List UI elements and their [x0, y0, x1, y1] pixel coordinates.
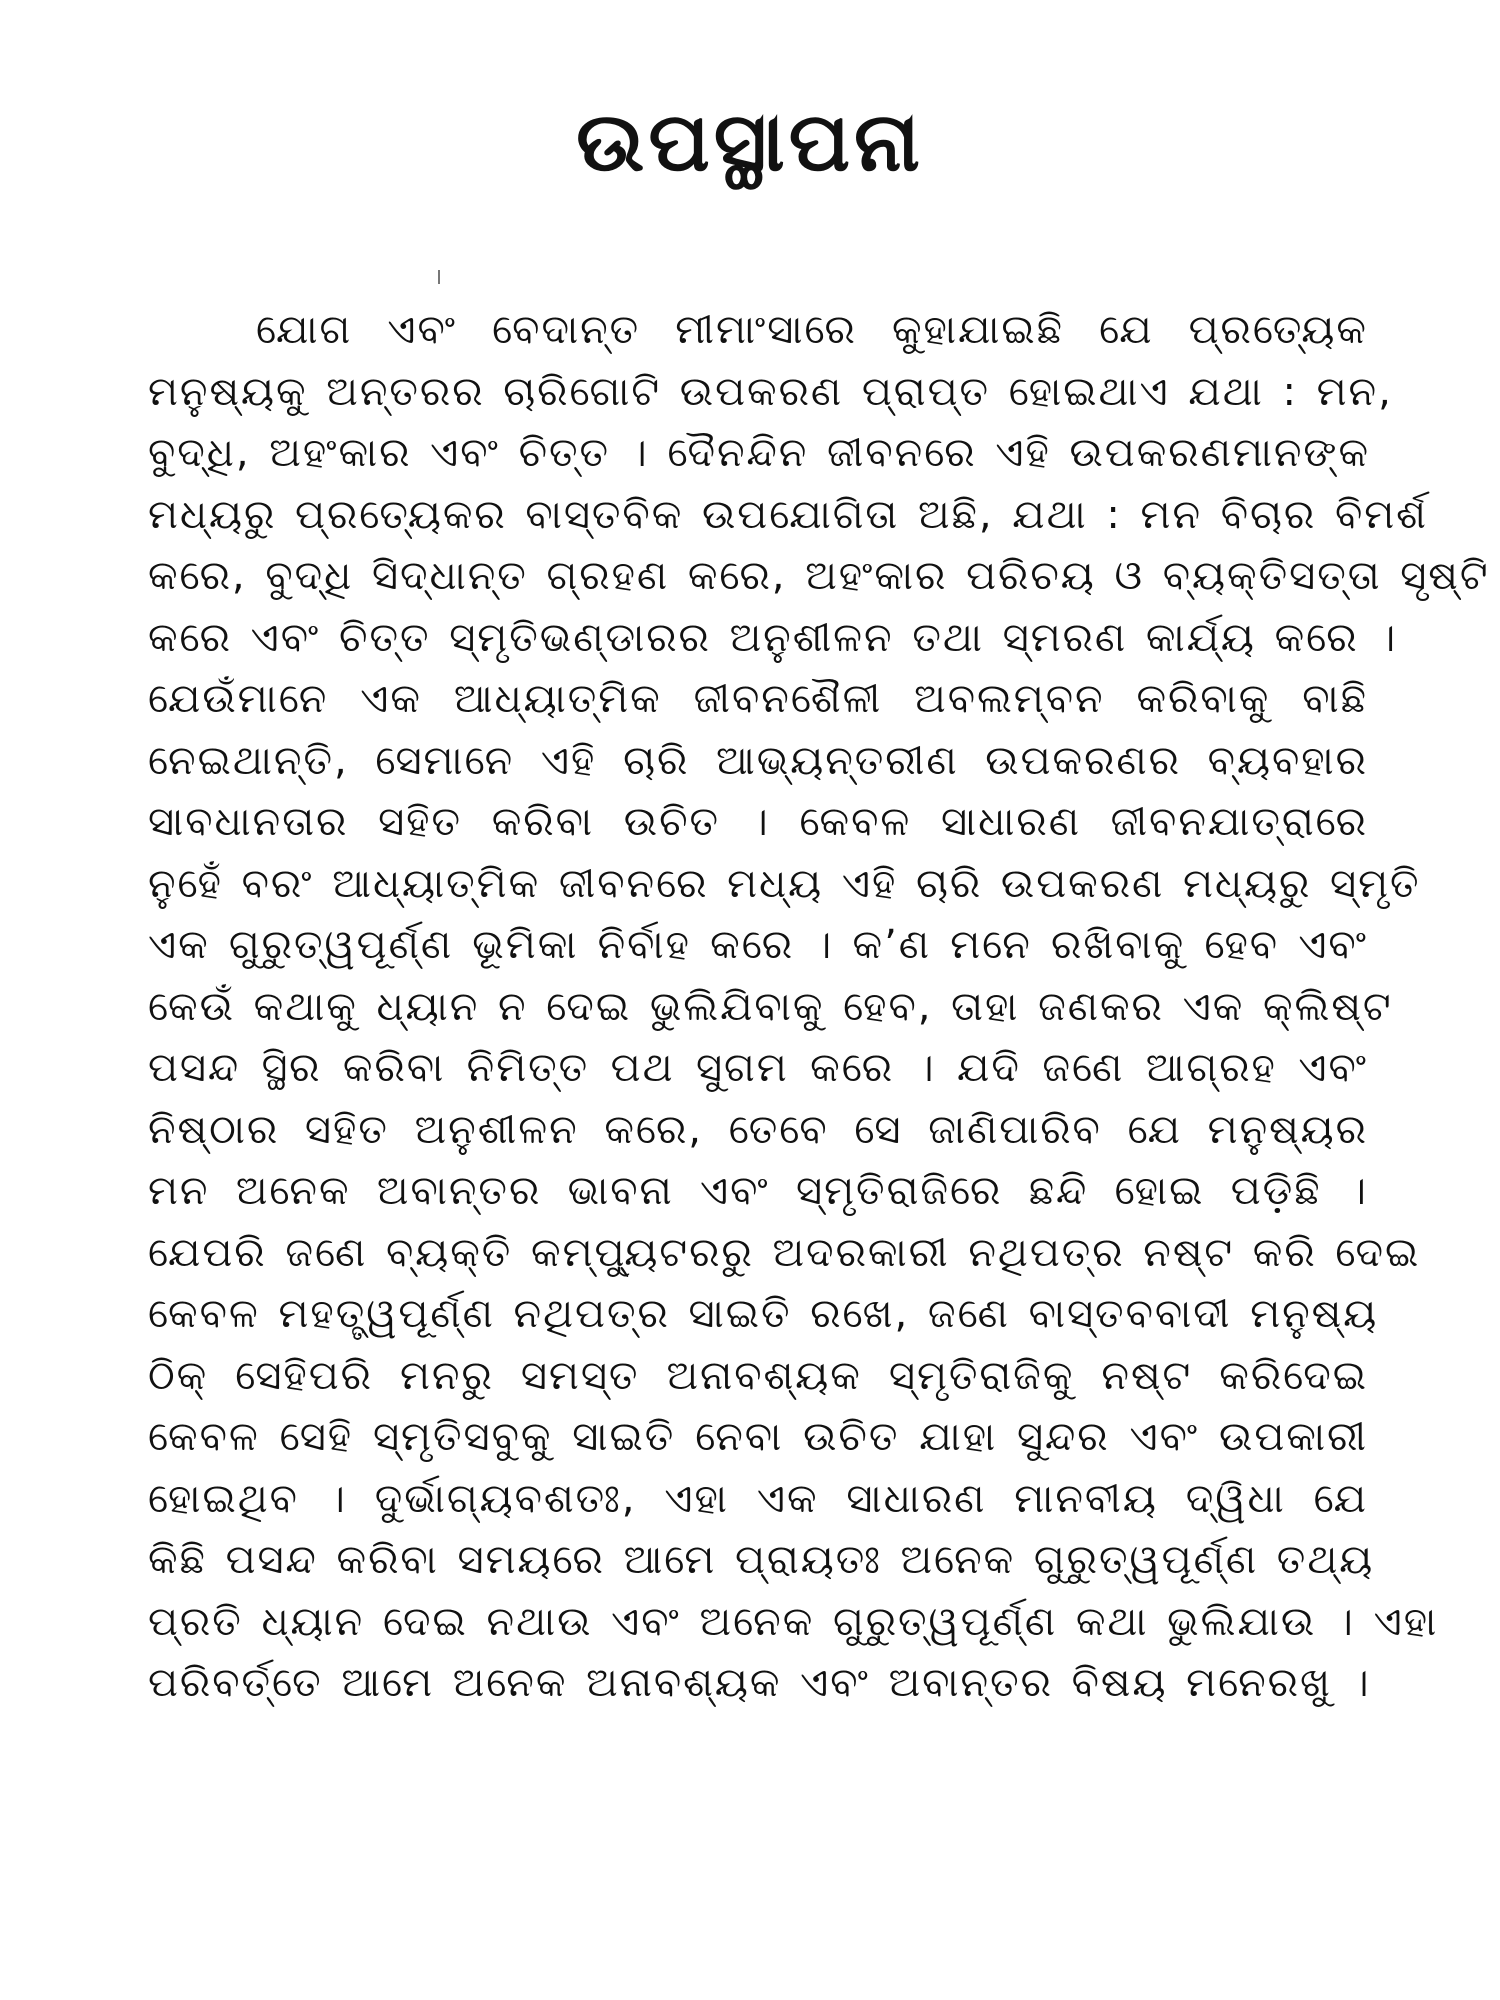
scan-speck [438, 270, 440, 284]
paragraph-line: ବୁଦ୍ଧି, ଅହଂକାର ଏବଂ ଚିତ୍ତ । ଦୈନନ୍ଦିନ ଜୀବନରେ ଏହି ଉପକରଣମାନଙ୍କ [148, 430, 1371, 476]
paragraph-line: କେବଳ ମହତ୍ତ୍ୱପୂର୍ଣ୍ଣ ନଥିପତ୍ର ସାଇତି ରଖେ, ଜଣେ ବାସ୍ତବବାଦୀ ମନୁଷ୍ୟ [148, 1291, 1379, 1337]
paragraph-line: ଯୋଗ ଏବଂ ବେଦାନ୍ତ ମୀମାଂସାରେ କୁହାଯାଇଛି ଯେ ପ୍ରତ୍ୟେକ [256, 307, 1368, 353]
paragraph-line: ନୁହେଁ ବରଂ ଆଧ୍ୟାତ୍ମିକ ଜୀବନରେ ମଧ୍ୟ ଏହି ଚାରି ଉପକରଣ ମଧ୍ୟରୁ ସ୍ମୃତି [148, 860, 1421, 907]
body-paragraph [148, 300, 1490, 1715]
paragraph-line: ହୋଇଥିବ । ଦୁର୍ଭାଗ୍ୟବଶତଃ, ଏହା ଏକ ସାଧାରଣ ମାନବୀୟ ଦ୍ୱିଧା ଯେ [148, 1475, 1368, 1522]
paragraph-line: ଠିକ୍ ସେହିପରି ମନରୁ ସମସ୍ତ ଅନାବଶ୍ୟକ ସ୍ମୃତିରାଜିକୁ ନଷ୍ଟ କରିଦେଇ [148, 1352, 1368, 1399]
paragraph-line: କେବଳ ସେହି ସ୍ମୃତିସବୁକୁ ସାଇତି ନେବା ଉଚିତ ଯାହା ସୁନ୍ଦର ଏବଂ ଉପକାରୀ [148, 1414, 1368, 1460]
paragraph-line: ଯେଉଁମାନେ ଏକ ଆଧ୍ୟାତ୍ମିକ ଜୀବନଶୈଳୀ ଅବଲମ୍ବନ କରିବାକୁ ବାଛି [148, 676, 1368, 722]
paragraph-line: ସାବଧାନତାର ସହିତ କରିବା ଉଚିତ । କେବଳ ସାଧାରଣ ଜୀବନଯାତ୍ରାରେ [148, 799, 1368, 845]
paragraph-line: କରେ, ବୁଦ୍ଧି ସିଦ୍ଧାନ୍ତ ଗ୍ରହଣ କରେ, ଅହଂକାର ପରିଚୟ ଓ ବ୍ୟକ୍ତିସତ୍ତା ସୃଷ୍ଟି [148, 553, 1490, 599]
paragraph-line: ନିଷ୍ଠାର ସହିତ ଅନୁଶୀଳନ କରେ, ତେବେ ସେ ଜାଣିପାରିବ ଯେ ମନୁଷ୍ୟର [148, 1106, 1368, 1153]
paragraph-line: କରେ ଏବଂ ଚିତ୍ତ ସ୍ମୃତିଭଣ୍ଡାରର ଅନୁଶୀଳନ ତଥା ସ୍ମରଣ କାର୍ଯ୍ୟ କରେ । [148, 614, 1398, 661]
paragraph-line: କେଉଁ କଥାକୁ ଧ୍ୟାନ ନ ଦେଇ ଭୁଲିଯିବାକୁ ହେବ, ତାହା ଜଣକର ଏକ କ୍ଲିଷ୍ଟ [148, 983, 1393, 1030]
paragraph-line: ଏକ ଗୁରୁତ୍ୱପୂର୍ଣ୍ଣ ଭୂମିକା ନିର୍ବାହ କରେ । କ’ଣ ମନେ ରଖିବାକୁ ହେବ ଏବଂ [148, 922, 1368, 968]
paragraph-line: ମନ ଅନେକ ଅବାନ୍ତର ଭାବନା ଏବଂ ସ୍ମୃତିରାଜିରେ ଛନ୍ଦି ହୋଇ ପଡ଼ିଛି । [148, 1168, 1368, 1214]
paragraph-line: ମନୁଷ୍ୟକୁ ଅନ୍ତରର ଚାରିଗୋଟି ଉପକରଣ ପ୍ରାପ୍ତ ହୋଇଥାଏ ଯଥା : ମନ, [148, 368, 1393, 415]
paragraph-line: ପସନ୍ଦ ସ୍ଥିର କରିବା ନିମିତ୍ତ ପଥ ସୁଗମ କରେ । ଯଦି ଜଣେ ଆଗ୍ରହ ଏବଂ [148, 1045, 1368, 1091]
paragraph-line: ପରିବର୍ତ୍ତେ ଆମେ ଅନେକ ଅନାବଶ୍ୟକ ଏବଂ ଅବାନ୍ତର ବିଷୟ ମନେରଖୁ । [148, 1660, 1371, 1706]
paragraph-line: ଯେପରି ଜଣେ ବ୍ୟକ୍ତି କମ୍ପ୍ୟୁଟରରୁ ଅଦରକାରୀ ନଥିପତ୍ର ନଷ୍ଟ କରି ଦେଇ [148, 1229, 1421, 1276]
paragraph-line: କିଛି ପସନ୍ଦ କରିବା ସମୟରେ ଆମେ ପ୍ରାୟତଃ ଅନେକ ଗୁରୁତ୍ୱପୂର୍ଣ୍ଣ ତଥ୍ୟ [148, 1537, 1375, 1583]
page-title: ଉପସ୍ଥାପନା [576, 95, 924, 190]
paragraph-line: ପ୍ରତି ଧ୍ୟାନ ଦେଇ ନଥାଉ ଏବଂ ଅନେକ ଗୁରୁତ୍ୱପୂର୍ଣ୍ଣ କଥା ଭୁଲିଯାଉ । ଏହା [148, 1598, 1439, 1645]
paragraph-line: ନେଇଥାନ୍ତି, ସେମାନେ ଏହି ଚାରି ଆଭ୍ୟନ୍ତରୀଣ ଉପକରଣର ବ୍ୟବହାର [148, 737, 1368, 784]
paragraph-line: ମଧ୍ୟରୁ ପ୍ରତ୍ୟେକର ବାସ୍ତବିକ ଉପଯୋଗିତା ଅଛି, ଯଥା : ମନ ବିଚାର ବିମର୍ଶ [148, 491, 1428, 538]
